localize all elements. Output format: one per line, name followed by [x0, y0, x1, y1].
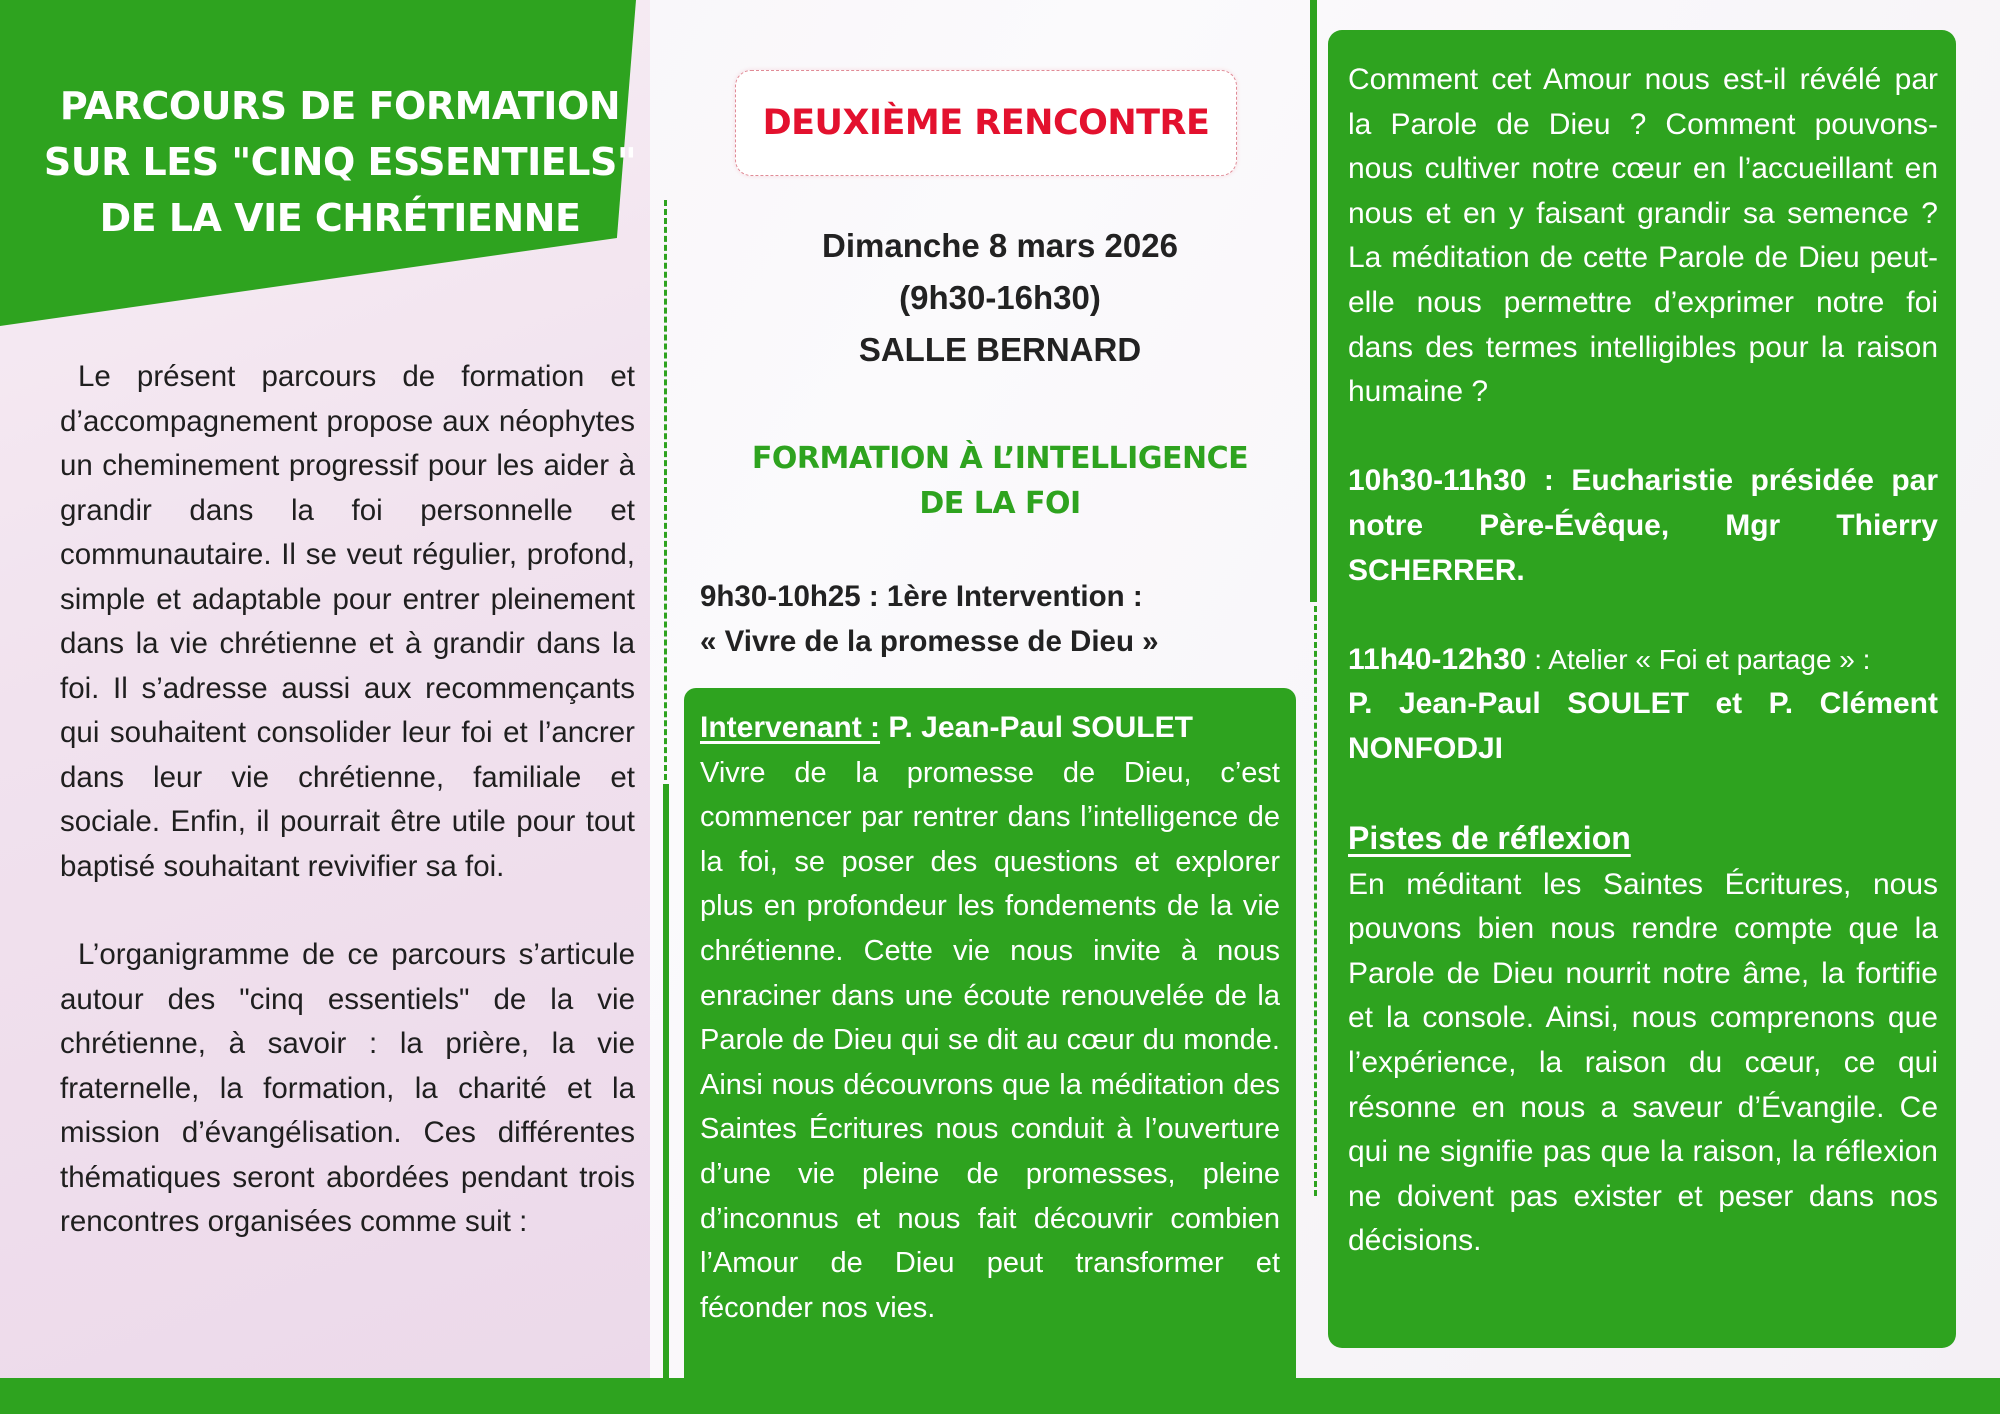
pistes-text: En méditant les Saintes Écritures, nous pouvons bien nous rendre compte que la Parole de Dieu nourrit notre âme, la fortifie et la console. Ainsi, nous comprenons que l’expérience, la raison du cœur, ce qui résonne en nous a saveur d’Évangile. Ce qui ne signifie pas que la raison, la réflexion ne doivent pas exister et peser dans nos décisions.: [1348, 867, 1938, 1258]
intro-text: [60, 355, 635, 1245]
intervention-heading: [700, 574, 1260, 664]
formation-title: [700, 436, 1300, 526]
intro-paragraph-2: L’organigramme de ce parcours s’articule autour des "cinq essentiels" de la vie chrétienne, à savoir : la prière, la vie fraternelle, la formation, la charité et la mission d’évangélisation. Ces différentes thématiques seront abordées pendant trois rencontres organisées comme suit :: [60, 938, 635, 1238]
date-block: [700, 220, 1300, 376]
title-line-3: DE LA VIE CHRÉTIENNE: [99, 196, 581, 240]
workshop-speakers: P. Jean-Paul SOULET et P. Clément NONFODJI: [1348, 687, 1938, 765]
meeting-badge-label: DEUXIÈME RENCONTRE: [762, 103, 1210, 143]
intervention-topic: « Vivre de la promesse de Dieu »: [700, 625, 1159, 658]
workshop-title: : Atelier « Foi et partage » :: [1526, 643, 1871, 675]
pistes-title: Pistes de réflexion: [1348, 820, 1631, 857]
meeting-hours: (9h30-16h30): [899, 279, 1101, 316]
reflection-questions: Comment cet Amour nous est-il révélé par la Parole de Dieu ? Comment pouvons-nous cultiver notre cœur en l’accueillant en nous et en y faisant grandir sa semence ? La méditation de cette Parole de Dieu peut-elle nous permettre d’exprimer notre foi dans des termes intelligibles pour la raison humaine ?: [1348, 63, 1938, 409]
intervenant-name: P. Jean-Paul SOULET: [880, 711, 1193, 744]
workshop-time: 11h40-12h30: [1348, 642, 1527, 676]
intervention-time: 9h30-10h25 : 1ère Intervention :: [700, 580, 1143, 613]
formation-title-line-1: FORMATION À L’INTELLIGENCE: [751, 441, 1249, 476]
meeting-venue: SALLE BERNARD: [858, 331, 1142, 368]
intervenant-label: Intervenant :: [700, 711, 881, 744]
fold-dashed-line-right: [1314, 606, 1317, 1196]
brochure-title: [40, 78, 640, 246]
formation-title-line-2: DE LA FOI: [919, 486, 1081, 521]
intro-paragraph-1: Le présent parcours de formation et d’accompagnement propose aux néophytes un cheminement progressif pour les aider à grandir dans la foi personnelle et communautaire. Il se veut régulier, profond, simple et adaptable pour entrer pleinement dans la vie chrétienne et à grandir dans la foi. Il s’adresse aussi aux recommençants qui souhaitent consolider leur foi et l’ancrer dans leur vie chrétienne, familiale et sociale. Enfin, il pourrait être utile pour tout baptisé souhaitant revivifier sa foi.: [60, 360, 635, 883]
intervention-description: Vivre de la promesse de Dieu, c’est commencer par rentrer dans l’intelligence de la foi, se poser des questions et explorer plus en profondeur les fondements de la vie chrétienne. Cette vie nous invite à nous enraciner dans une écoute renouvelée de la Parole de Dieu qui se dit au cœur du monde. Ainsi nous découvrons que la méditation des Saintes Écritures nous conduit à l’ouverture d’une vie pleine de promesses, pleine d’inconnus et nous fait découvrir combien l’Amour de Dieu peut transformer et féconder nos vies.: [700, 756, 1280, 1324]
intervention-box: [684, 688, 1296, 1388]
intervenant-line: [700, 706, 1280, 751]
fold-dashed-line-left: [664, 200, 667, 780]
meeting-badge: [735, 70, 1237, 176]
meeting-date: Dimanche 8 mars 2026: [822, 227, 1178, 264]
title-line-2: SUR LES "CINQ ESSENTIELS": [43, 140, 637, 184]
fold-solid-line-left: [663, 784, 669, 1378]
fold-solid-line-right: [1310, 0, 1317, 602]
title-line-1: PARCOURS DE FORMATION: [59, 84, 621, 128]
workshop-schedule: [1348, 638, 1938, 683]
eucharist-schedule: 10h30-11h30 : Eucharistie présidée par notre Père-Évêque, Mgr Thierry SCHERRER.: [1348, 464, 1938, 587]
program-box: [1328, 30, 1956, 1348]
